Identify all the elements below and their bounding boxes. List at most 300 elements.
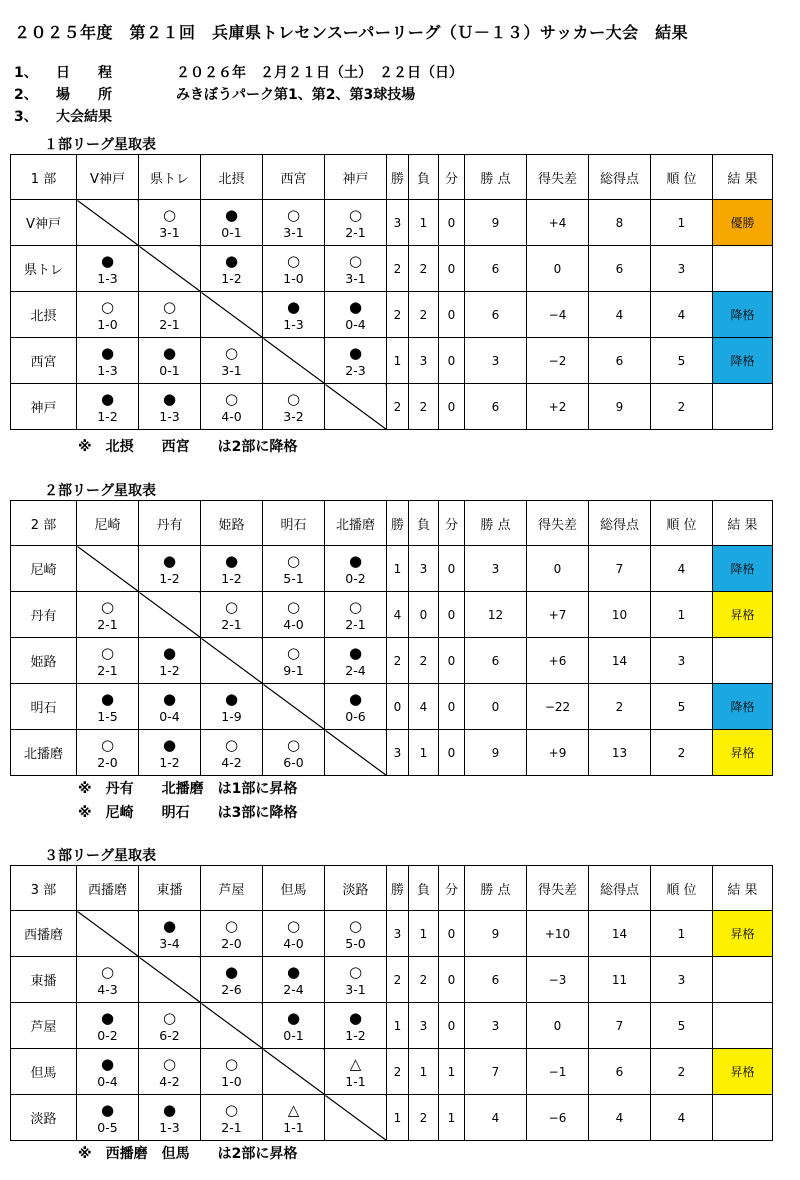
loss-dot-icon bbox=[101, 1101, 114, 1119]
points-cell: 0 bbox=[465, 684, 527, 730]
header-stat: 負 bbox=[409, 155, 439, 200]
match-score: 2-3 bbox=[345, 362, 366, 378]
match-score: 2-0 bbox=[221, 935, 242, 951]
goals-for-cell: 6 bbox=[589, 246, 651, 292]
draws-cell: 0 bbox=[439, 957, 465, 1003]
win-circle-icon bbox=[349, 252, 362, 270]
match-cell bbox=[139, 638, 201, 684]
match-score: 1-3 bbox=[159, 408, 180, 424]
win-circle-icon bbox=[163, 1009, 176, 1027]
diagonal-cell bbox=[77, 911, 139, 957]
header-stat: 結 果 bbox=[713, 155, 773, 200]
goals-for-cell: 2 bbox=[589, 684, 651, 730]
draws-cell: 0 bbox=[439, 1003, 465, 1049]
info-line-venue bbox=[14, 84, 415, 104]
match-score: 1-3 bbox=[159, 1119, 180, 1135]
match-result bbox=[201, 592, 262, 637]
match-result bbox=[201, 911, 262, 956]
match-score: 0-5 bbox=[97, 1119, 118, 1135]
wins-cell: 1 bbox=[387, 1003, 409, 1049]
match-result bbox=[325, 684, 386, 729]
match-result bbox=[263, 292, 324, 337]
match-score: 3-1 bbox=[345, 270, 366, 286]
match-score: 3-1 bbox=[345, 981, 366, 997]
match-score: 4-3 bbox=[97, 981, 118, 997]
league-2-note-relegation: ※ 尼崎 明石 は3部に降格 bbox=[78, 805, 298, 821]
losses-cell: 2 bbox=[409, 384, 439, 430]
table-row bbox=[11, 684, 773, 730]
result-cell bbox=[713, 957, 773, 1003]
goal-diff-cell: +6 bbox=[527, 638, 589, 684]
loss-dot-icon bbox=[287, 963, 300, 981]
match-cell bbox=[263, 592, 325, 638]
table-row bbox=[11, 638, 773, 684]
match-score: 2-1 bbox=[221, 1119, 242, 1135]
points-cell: 3 bbox=[465, 546, 527, 592]
loss-dot-icon bbox=[287, 1009, 300, 1027]
match-result bbox=[77, 384, 138, 429]
result-cell: 昇格 bbox=[713, 1049, 773, 1095]
info-num: 2、 bbox=[14, 87, 38, 103]
win-circle-icon bbox=[349, 917, 362, 935]
match-result bbox=[263, 1003, 324, 1048]
diagonal-cell bbox=[139, 957, 201, 1003]
header-stat: 分 bbox=[439, 501, 465, 546]
match-cell bbox=[77, 1003, 139, 1049]
win-circle-icon bbox=[225, 1055, 238, 1073]
match-cell bbox=[201, 957, 263, 1003]
header-row bbox=[11, 866, 773, 911]
match-result bbox=[139, 1003, 200, 1048]
wins-cell: 1 bbox=[387, 546, 409, 592]
match-result bbox=[77, 957, 138, 1002]
losses-cell: 2 bbox=[409, 292, 439, 338]
match-result bbox=[77, 638, 138, 683]
match-cell bbox=[325, 638, 387, 684]
draws-cell: 0 bbox=[439, 546, 465, 592]
match-result bbox=[325, 200, 386, 245]
diagonal-cell bbox=[325, 1095, 387, 1141]
match-score: 2-1 bbox=[97, 662, 118, 678]
rank-cell: 3 bbox=[651, 957, 713, 1003]
match-cell bbox=[77, 338, 139, 384]
match-cell bbox=[325, 200, 387, 246]
losses-cell: 1 bbox=[409, 1049, 439, 1095]
draws-cell: 0 bbox=[439, 200, 465, 246]
match-cell bbox=[263, 200, 325, 246]
goals-for-cell: 10 bbox=[589, 592, 651, 638]
draws-cell: 0 bbox=[439, 592, 465, 638]
match-result bbox=[263, 730, 324, 775]
match-result bbox=[77, 246, 138, 291]
losses-cell: 2 bbox=[409, 1095, 439, 1141]
win-circle-icon bbox=[349, 963, 362, 981]
match-score: 0-4 bbox=[97, 1073, 118, 1089]
win-circle-icon bbox=[101, 963, 114, 981]
match-result bbox=[139, 638, 200, 683]
match-cell bbox=[139, 1049, 201, 1095]
loss-dot-icon bbox=[101, 1009, 114, 1027]
wins-cell: 3 bbox=[387, 200, 409, 246]
match-result bbox=[263, 592, 324, 637]
rank-cell: 5 bbox=[651, 684, 713, 730]
match-result bbox=[325, 911, 386, 956]
match-cell bbox=[139, 1095, 201, 1141]
result-cell bbox=[713, 246, 773, 292]
league-1-title: １部リーグ星取表 bbox=[44, 137, 156, 153]
match-result bbox=[325, 592, 386, 637]
league-1-note: ※ 北摂 西宮 は2部に降格 bbox=[78, 439, 298, 455]
header-team: 明石 bbox=[263, 501, 325, 546]
loss-dot-icon bbox=[163, 552, 176, 570]
match-score: 2-1 bbox=[159, 316, 180, 332]
goals-for-cell: 9 bbox=[589, 384, 651, 430]
match-cell bbox=[263, 1095, 325, 1141]
match-score: 6-0 bbox=[283, 754, 304, 770]
row-team-name: 姫路 bbox=[11, 638, 77, 684]
points-cell: 4 bbox=[465, 1095, 527, 1141]
points-cell: 6 bbox=[465, 246, 527, 292]
losses-cell: 2 bbox=[409, 957, 439, 1003]
loss-dot-icon bbox=[225, 206, 238, 224]
loss-dot-icon bbox=[349, 1009, 362, 1027]
losses-cell: 3 bbox=[409, 1003, 439, 1049]
draws-cell: 0 bbox=[439, 911, 465, 957]
match-cell bbox=[325, 338, 387, 384]
header-stat: 順 位 bbox=[651, 501, 713, 546]
wins-cell: 2 bbox=[387, 292, 409, 338]
header-row bbox=[11, 155, 773, 200]
match-score: 3-4 bbox=[159, 935, 180, 951]
match-cell bbox=[201, 200, 263, 246]
header-stat: 順 位 bbox=[651, 155, 713, 200]
match-result bbox=[325, 1003, 386, 1048]
goal-diff-cell: +10 bbox=[527, 911, 589, 957]
match-score: 1-0 bbox=[283, 270, 304, 286]
table-row bbox=[11, 592, 773, 638]
win-circle-icon bbox=[287, 917, 300, 935]
loss-dot-icon bbox=[101, 344, 114, 362]
draw-triangle-icon bbox=[288, 1101, 300, 1119]
match-cell bbox=[77, 592, 139, 638]
match-cell bbox=[263, 1003, 325, 1049]
info-num: 3、 bbox=[14, 109, 38, 125]
win-circle-icon bbox=[101, 736, 114, 754]
losses-cell: 3 bbox=[409, 546, 439, 592]
match-score: 1-1 bbox=[345, 1073, 366, 1089]
rank-cell: 4 bbox=[651, 1095, 713, 1141]
match-result bbox=[201, 1049, 262, 1094]
match-score: 1-2 bbox=[221, 270, 242, 286]
goals-for-cell: 13 bbox=[589, 730, 651, 776]
rank-cell: 2 bbox=[651, 730, 713, 776]
match-result bbox=[139, 292, 200, 337]
match-score: 0-1 bbox=[159, 362, 180, 378]
match-result bbox=[325, 546, 386, 591]
header-team: 但馬 bbox=[263, 866, 325, 911]
match-result bbox=[201, 957, 262, 1002]
match-score: 4-0 bbox=[283, 616, 304, 632]
goal-diff-cell: −22 bbox=[527, 684, 589, 730]
goal-diff-cell: +7 bbox=[527, 592, 589, 638]
result-cell bbox=[713, 1003, 773, 1049]
match-cell bbox=[77, 246, 139, 292]
win-circle-icon bbox=[163, 298, 176, 316]
goal-diff-cell: −3 bbox=[527, 957, 589, 1003]
match-result bbox=[77, 684, 138, 729]
table-row bbox=[11, 1095, 773, 1141]
match-cell bbox=[325, 1049, 387, 1095]
info-line-results bbox=[14, 106, 176, 126]
match-result bbox=[201, 684, 262, 729]
match-result bbox=[325, 1049, 386, 1094]
header-stat: 総得点 bbox=[589, 866, 651, 911]
goal-diff-cell: −4 bbox=[527, 292, 589, 338]
match-cell bbox=[201, 384, 263, 430]
wins-cell: 3 bbox=[387, 911, 409, 957]
match-score: 1-9 bbox=[221, 708, 242, 724]
goals-for-cell: 8 bbox=[589, 200, 651, 246]
match-result bbox=[77, 338, 138, 383]
wins-cell: 2 bbox=[387, 384, 409, 430]
info-num: 1、 bbox=[14, 65, 38, 81]
match-score: 1-2 bbox=[159, 662, 180, 678]
match-score: 1-3 bbox=[97, 362, 118, 378]
match-cell bbox=[77, 292, 139, 338]
match-cell bbox=[201, 592, 263, 638]
match-result bbox=[201, 1095, 262, 1140]
match-cell bbox=[201, 911, 263, 957]
loss-dot-icon bbox=[349, 690, 362, 708]
loss-dot-icon bbox=[163, 1101, 176, 1119]
win-circle-icon bbox=[101, 644, 114, 662]
match-result bbox=[201, 546, 262, 591]
league-3-title: ３部リーグ星取表 bbox=[44, 848, 156, 864]
header-stat: 勝 点 bbox=[465, 501, 527, 546]
match-score: 3-1 bbox=[221, 362, 242, 378]
header-stat: 総得点 bbox=[589, 155, 651, 200]
loss-dot-icon bbox=[163, 390, 176, 408]
header-team: 丹有 bbox=[139, 501, 201, 546]
win-circle-icon bbox=[225, 1101, 238, 1119]
league-3-table bbox=[10, 865, 773, 1141]
match-cell bbox=[201, 246, 263, 292]
loss-dot-icon bbox=[225, 552, 238, 570]
points-cell: 6 bbox=[465, 638, 527, 684]
points-cell: 3 bbox=[465, 338, 527, 384]
win-circle-icon bbox=[225, 598, 238, 616]
result-cell: 優勝 bbox=[713, 200, 773, 246]
match-score: 5-0 bbox=[345, 935, 366, 951]
win-circle-icon bbox=[287, 252, 300, 270]
win-circle-icon bbox=[349, 206, 362, 224]
match-score: 0-2 bbox=[345, 570, 366, 586]
match-result bbox=[139, 684, 200, 729]
match-cell bbox=[77, 1095, 139, 1141]
match-cell bbox=[77, 684, 139, 730]
draws-cell: 0 bbox=[439, 292, 465, 338]
header-stat: 勝 bbox=[387, 866, 409, 911]
result-cell: 降格 bbox=[713, 338, 773, 384]
match-score: 2-6 bbox=[221, 981, 242, 997]
match-cell bbox=[263, 638, 325, 684]
match-cell bbox=[77, 957, 139, 1003]
loss-dot-icon bbox=[349, 644, 362, 662]
row-team-name: 尼崎 bbox=[11, 546, 77, 592]
corner-cell: 2 部 bbox=[11, 501, 77, 546]
losses-cell: 2 bbox=[409, 638, 439, 684]
header-team: 東播 bbox=[139, 866, 201, 911]
row-team-name: 北摂 bbox=[11, 292, 77, 338]
header-stat: 勝 bbox=[387, 155, 409, 200]
win-circle-icon bbox=[225, 344, 238, 362]
goal-diff-cell: +9 bbox=[527, 730, 589, 776]
match-result bbox=[325, 338, 386, 383]
match-result bbox=[201, 338, 262, 383]
info-line-date bbox=[14, 62, 463, 82]
match-result bbox=[201, 200, 262, 245]
result-cell bbox=[713, 1095, 773, 1141]
points-cell: 6 bbox=[465, 292, 527, 338]
header-team: 西播磨 bbox=[77, 866, 139, 911]
match-result bbox=[263, 384, 324, 429]
match-score: 2-1 bbox=[97, 616, 118, 632]
loss-dot-icon bbox=[163, 644, 176, 662]
result-cell: 降格 bbox=[713, 546, 773, 592]
match-result bbox=[139, 200, 200, 245]
match-score: 1-2 bbox=[345, 1027, 366, 1043]
match-cell bbox=[263, 911, 325, 957]
result-cell: 降格 bbox=[713, 684, 773, 730]
loss-dot-icon bbox=[163, 690, 176, 708]
match-result bbox=[139, 338, 200, 383]
match-cell bbox=[139, 684, 201, 730]
goals-for-cell: 6 bbox=[589, 1049, 651, 1095]
match-cell bbox=[201, 1095, 263, 1141]
diagonal-cell bbox=[263, 684, 325, 730]
diagonal-cell bbox=[77, 200, 139, 246]
rank-cell: 5 bbox=[651, 1003, 713, 1049]
losses-cell: 1 bbox=[409, 911, 439, 957]
goals-for-cell: 4 bbox=[589, 292, 651, 338]
match-result bbox=[263, 546, 324, 591]
win-circle-icon bbox=[287, 390, 300, 408]
row-team-name: 丹有 bbox=[11, 592, 77, 638]
table-row bbox=[11, 957, 773, 1003]
win-circle-icon bbox=[287, 598, 300, 616]
corner-cell: 3 部 bbox=[11, 866, 77, 911]
match-result bbox=[139, 1095, 200, 1140]
corner-cell: 1 部 bbox=[11, 155, 77, 200]
match-result bbox=[263, 246, 324, 291]
loss-dot-icon bbox=[349, 298, 362, 316]
goals-for-cell: 14 bbox=[589, 638, 651, 684]
draws-cell: 0 bbox=[439, 384, 465, 430]
loss-dot-icon bbox=[101, 390, 114, 408]
match-result bbox=[201, 246, 262, 291]
win-circle-icon bbox=[287, 552, 300, 570]
result-cell: 昇格 bbox=[713, 592, 773, 638]
match-cell bbox=[325, 592, 387, 638]
header-team: 県トレ bbox=[139, 155, 201, 200]
match-cell bbox=[201, 684, 263, 730]
diagonal-cell bbox=[263, 338, 325, 384]
match-score: 0-6 bbox=[345, 708, 366, 724]
diagonal-cell bbox=[139, 592, 201, 638]
match-result bbox=[77, 292, 138, 337]
match-score: 2-4 bbox=[345, 662, 366, 678]
header-stat: 負 bbox=[409, 866, 439, 911]
win-circle-icon bbox=[101, 598, 114, 616]
result-cell: 降格 bbox=[713, 292, 773, 338]
match-cell bbox=[325, 911, 387, 957]
goals-for-cell: 4 bbox=[589, 1095, 651, 1141]
table-row bbox=[11, 246, 773, 292]
match-result bbox=[77, 1049, 138, 1094]
win-circle-icon bbox=[163, 1055, 176, 1073]
match-score: 2-1 bbox=[221, 616, 242, 632]
goal-diff-cell: −1 bbox=[527, 1049, 589, 1095]
match-score: 2-0 bbox=[97, 754, 118, 770]
table-row bbox=[11, 730, 773, 776]
match-score: 3-2 bbox=[283, 408, 304, 424]
info-label: 大会結果 bbox=[56, 109, 112, 125]
match-score: 2-1 bbox=[345, 224, 366, 240]
header-team: 北播磨 bbox=[325, 501, 387, 546]
loss-dot-icon bbox=[349, 552, 362, 570]
goal-diff-cell: −6 bbox=[527, 1095, 589, 1141]
row-team-name: 県トレ bbox=[11, 246, 77, 292]
wins-cell: 1 bbox=[387, 338, 409, 384]
match-result bbox=[263, 200, 324, 245]
draws-cell: 0 bbox=[439, 246, 465, 292]
match-score: 5-1 bbox=[283, 570, 304, 586]
goal-diff-cell: 0 bbox=[527, 1003, 589, 1049]
win-circle-icon bbox=[225, 736, 238, 754]
match-result bbox=[139, 384, 200, 429]
diagonal-cell bbox=[263, 1049, 325, 1095]
match-score: 4-0 bbox=[283, 935, 304, 951]
match-cell bbox=[263, 730, 325, 776]
rank-cell: 4 bbox=[651, 546, 713, 592]
rank-cell: 4 bbox=[651, 292, 713, 338]
win-circle-icon bbox=[287, 736, 300, 754]
match-result bbox=[77, 1095, 138, 1140]
loss-dot-icon bbox=[101, 690, 114, 708]
wins-cell: 2 bbox=[387, 957, 409, 1003]
header-team: 西宮 bbox=[263, 155, 325, 200]
match-cell bbox=[77, 638, 139, 684]
match-cell bbox=[201, 730, 263, 776]
league-1-table bbox=[10, 154, 773, 430]
points-cell: 9 bbox=[465, 200, 527, 246]
header-team: 神戸 bbox=[325, 155, 387, 200]
match-score: 2-4 bbox=[283, 981, 304, 997]
match-score: 0-1 bbox=[283, 1027, 304, 1043]
match-cell bbox=[139, 1003, 201, 1049]
goals-for-cell: 6 bbox=[589, 338, 651, 384]
match-result bbox=[77, 592, 138, 637]
match-result bbox=[201, 730, 262, 775]
match-cell bbox=[325, 546, 387, 592]
header-team: 姫路 bbox=[201, 501, 263, 546]
draws-cell: 0 bbox=[439, 338, 465, 384]
draws-cell: 1 bbox=[439, 1095, 465, 1141]
row-team-name: 明石 bbox=[11, 684, 77, 730]
win-circle-icon bbox=[287, 644, 300, 662]
match-cell bbox=[263, 246, 325, 292]
match-score: 0-4 bbox=[345, 316, 366, 332]
